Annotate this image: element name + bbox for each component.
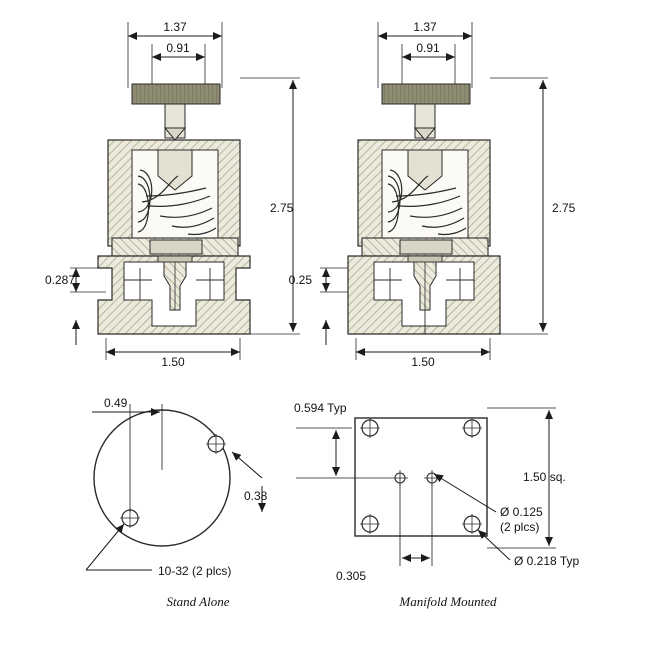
dim-091-left: 0.91 (166, 41, 190, 55)
dim-137-left: 1.37 (163, 20, 187, 34)
note-dia-0218-typ: Ø 0.218 Typ (514, 554, 580, 568)
dim-049: 0.49 (104, 396, 128, 410)
dim-150-right: 1.50 (411, 355, 435, 369)
dim-150-sq: 1.50 sq. (523, 470, 566, 484)
adjust-knob (132, 84, 220, 104)
caption-manifold-mounted: Manifold Mounted (399, 594, 497, 609)
dim-275-right: 2.75 (552, 201, 576, 215)
note-dia-0125-plcs: (2 plcs) (500, 520, 540, 534)
note-dia-0125: Ø 0.125 (500, 505, 543, 519)
dim-275-left: 2.75 (270, 201, 294, 215)
dim-137-right: 1.37 (413, 20, 437, 34)
seat-plate (150, 240, 202, 254)
adjust-knob-right (382, 84, 470, 104)
dim-038: 0.38 (244, 489, 268, 503)
dim-0287-left: 0.287 (44, 273, 76, 287)
dim-150-left: 1.50 (161, 355, 185, 369)
dim-091-right: 0.91 (416, 41, 440, 55)
note-10-32: 10-32 (2 plcs) (158, 564, 232, 578)
dim-0305: 0.305 (336, 569, 367, 583)
caption-stand-alone: Stand Alone (166, 594, 230, 609)
dim-025-right: 0.25 (288, 273, 312, 287)
seat-plate-right (400, 240, 452, 254)
dim-0594-typ: 0.594 Typ (294, 401, 347, 415)
